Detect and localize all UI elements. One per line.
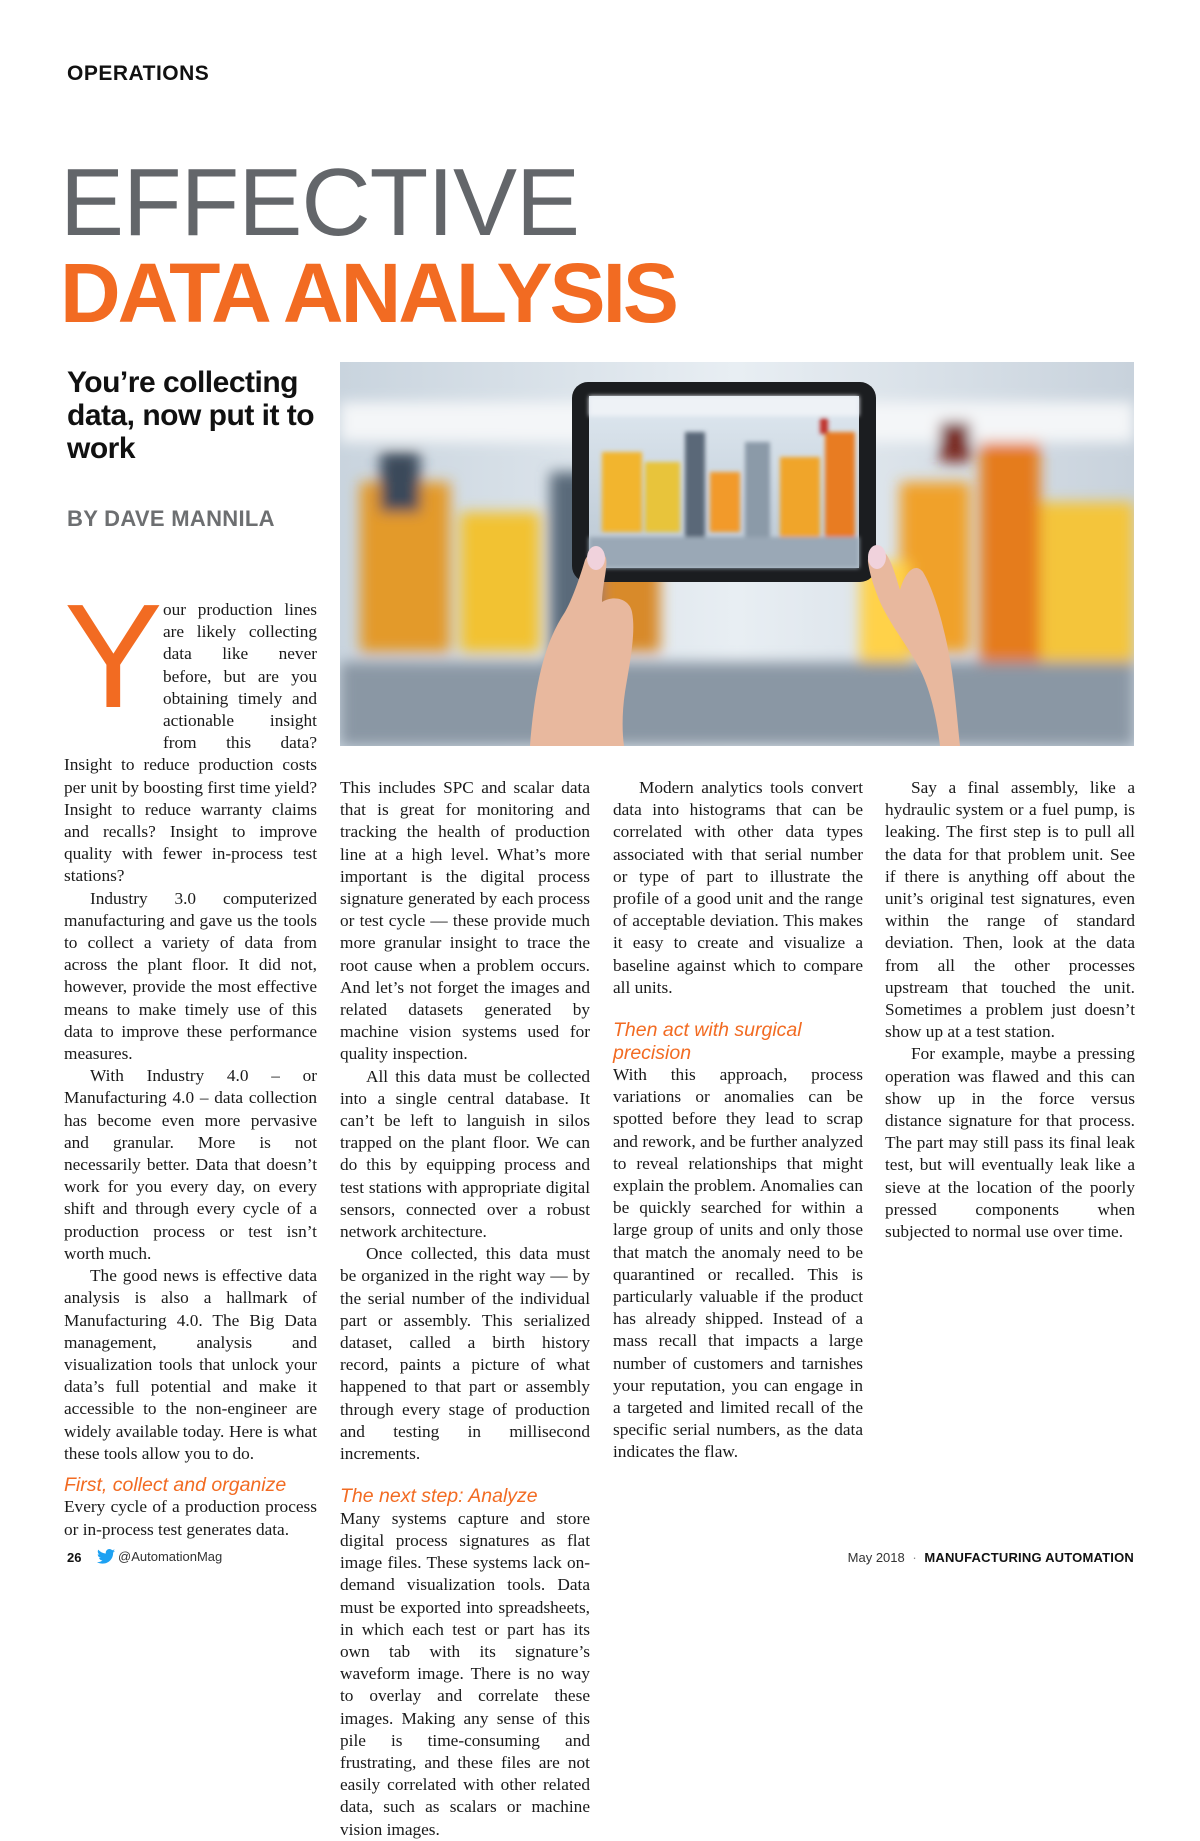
section-label: OPERATIONS xyxy=(67,62,210,85)
article-column-1 xyxy=(64,574,317,1541)
twitter-handle: @AutomationMag xyxy=(118,1549,223,1564)
hero-photo xyxy=(340,362,1134,746)
paragraph-intro xyxy=(64,574,317,888)
footer-separator: · xyxy=(912,1550,917,1565)
paragraph xyxy=(340,1508,590,1841)
paragraph: Say a final assembly, like a hydraulic system or a fuel pump, is leaking. The first step is to pull all the data for that problem unit. See if there is anything off about the unit’s original test signatures, even within the range of standard deviation. Then, look at the data from all the other processes upstream that touched the unit. Sometimes a problem just doesn’t show up at a test station. xyxy=(885,778,1135,1042)
paragraph: Modern analytics tools convert data into histograms that can be correlated with other data types associated with that serial number or type of part to illustrate the profile of a good unit and the range of acceptable deviation. This makes it easy to create and visualize a baseline against which to compare all units. xyxy=(613,778,863,997)
headline-line-2: DATA ANALYSIS xyxy=(60,246,676,340)
byline: BY DAVE MANNILA xyxy=(67,506,275,531)
headline-line-1: EFFECTIVE xyxy=(60,149,580,256)
paragraph: With Industry 4.0 – or Manufacturing 4.0 – data collection has become even more pervasive and granular. More is not necessarily better. Data that doesn’t work for you every day, on every shift and through every cycle of a production process or test isn’t worth much. xyxy=(64,1066,317,1263)
paragraph: This includes SPC and scalar data that is great for monitoring and tracking the health of production line at a high level. What’s more important is the digital process signature generated by each process or test cycle — these provide much more granular insight to trace the root cause when a problem occurs. And let’s not forget the images and related datasets generated by machine vision systems used for quality inspection. xyxy=(340,778,590,1064)
article-column-3 xyxy=(613,777,863,1464)
twitter-bird-icon xyxy=(97,1549,115,1564)
paragraph: With this approach, process variations or anomalies can be spotted before they lead to scrap and rework, and be further analyzed to reveal relationships that might explain the problem. Anomalies can be quickly searched for within a large group of units and only those that match the anomaly need to be quarantined or recalled. This is particularly valuable if the product has already shipped. Instead of a mass recall that impacts a large number of customers and tarnishes your reputation, you can engage in a targeted and limited recall of the specific serial numbers, as the data indicates the flaw. xyxy=(613,1065,863,1462)
paragraph: Every cycle of a production process or in-process test generates data. xyxy=(64,1497,317,1539)
paragraph-start: Many systems capture and store digital process signatures as flat image files. These systems lack on-demand visualization tools. Data must be exported into spreadsheets, in which each test or part has its own tab with its signature’s waveform image. There is no way to overlay and correlate these images. Making any sense of this pile is time-consuming and frustrating, and these files are not easily correlated with other related data, such as scalars or machine vision images. xyxy=(340,1508,590,1839)
article-column-4 xyxy=(885,777,1135,1243)
subhead-act: Then act with surgical precision xyxy=(613,1019,802,1064)
article-column-2 xyxy=(340,777,590,1841)
twitter-credit xyxy=(97,1549,222,1564)
footer-issue-info xyxy=(848,1550,1134,1565)
publication-name: MANUFACTURING AUTOMATION xyxy=(924,1550,1134,1565)
page-number: 26 xyxy=(67,1550,82,1565)
issue-date: May 2018 xyxy=(847,1550,905,1565)
paragraph: Industry 3.0 computerized manufacturing and gave us the tools to collect a variety of data from across the plant floor. It did not, however, provide the most effective means to make timely use of this data to improve these performance measures. xyxy=(64,888,317,1064)
hands-holding-tablet-image xyxy=(340,362,1134,746)
intro-text: our production lines are likely collecting data like never before, but are you obtaining timely and actionable insight from this data? Insight to reduce production costs per unit by boosting first time yield? Insight to reduce warranty claims and recalls? Insight to improve quality with fewer in-process test stations? xyxy=(64,600,317,886)
paragraph: The good news is effective data analysis is also a hallmark of Manufacturing 4.0. The Big Data management, analysis and visualization tools that unlock your data’s full potential and make it accessible to the non-engineer are widely available today. Here is what these tools allow you to do. xyxy=(64,1266,317,1463)
paragraph: Once collected, this data must be organized in the right way — by the serial number of the individual part or assembly. This serialized dataset, called a birth history record, paints a picture of what happened to that part or assembly through every stage of production and testing in millisecond increments. xyxy=(340,1244,590,1464)
article-deck: You’re collecting data, now put it to work xyxy=(67,366,315,465)
subhead-collect: First, collect and organize xyxy=(64,1473,287,1496)
drop-cap: Y xyxy=(64,574,163,739)
subhead-analyze: The next step: Analyze xyxy=(340,1485,538,1508)
paragraph: All this data must be collected into a single central database. It can’t be left to languish in silos trapped on the plant floor. We can do this by equipping process and test stations with appropriate digital sensors, connected over a robust network architecture. xyxy=(340,1066,590,1242)
paragraph: For example, maybe a pressing operation was flawed and this can show up in the force versus distance signature for that process. The part may still pass its final leak test, but will eventually leak like a sieve at the location of the poorly pressed components when subjected to normal use over time. xyxy=(885,1044,1135,1242)
